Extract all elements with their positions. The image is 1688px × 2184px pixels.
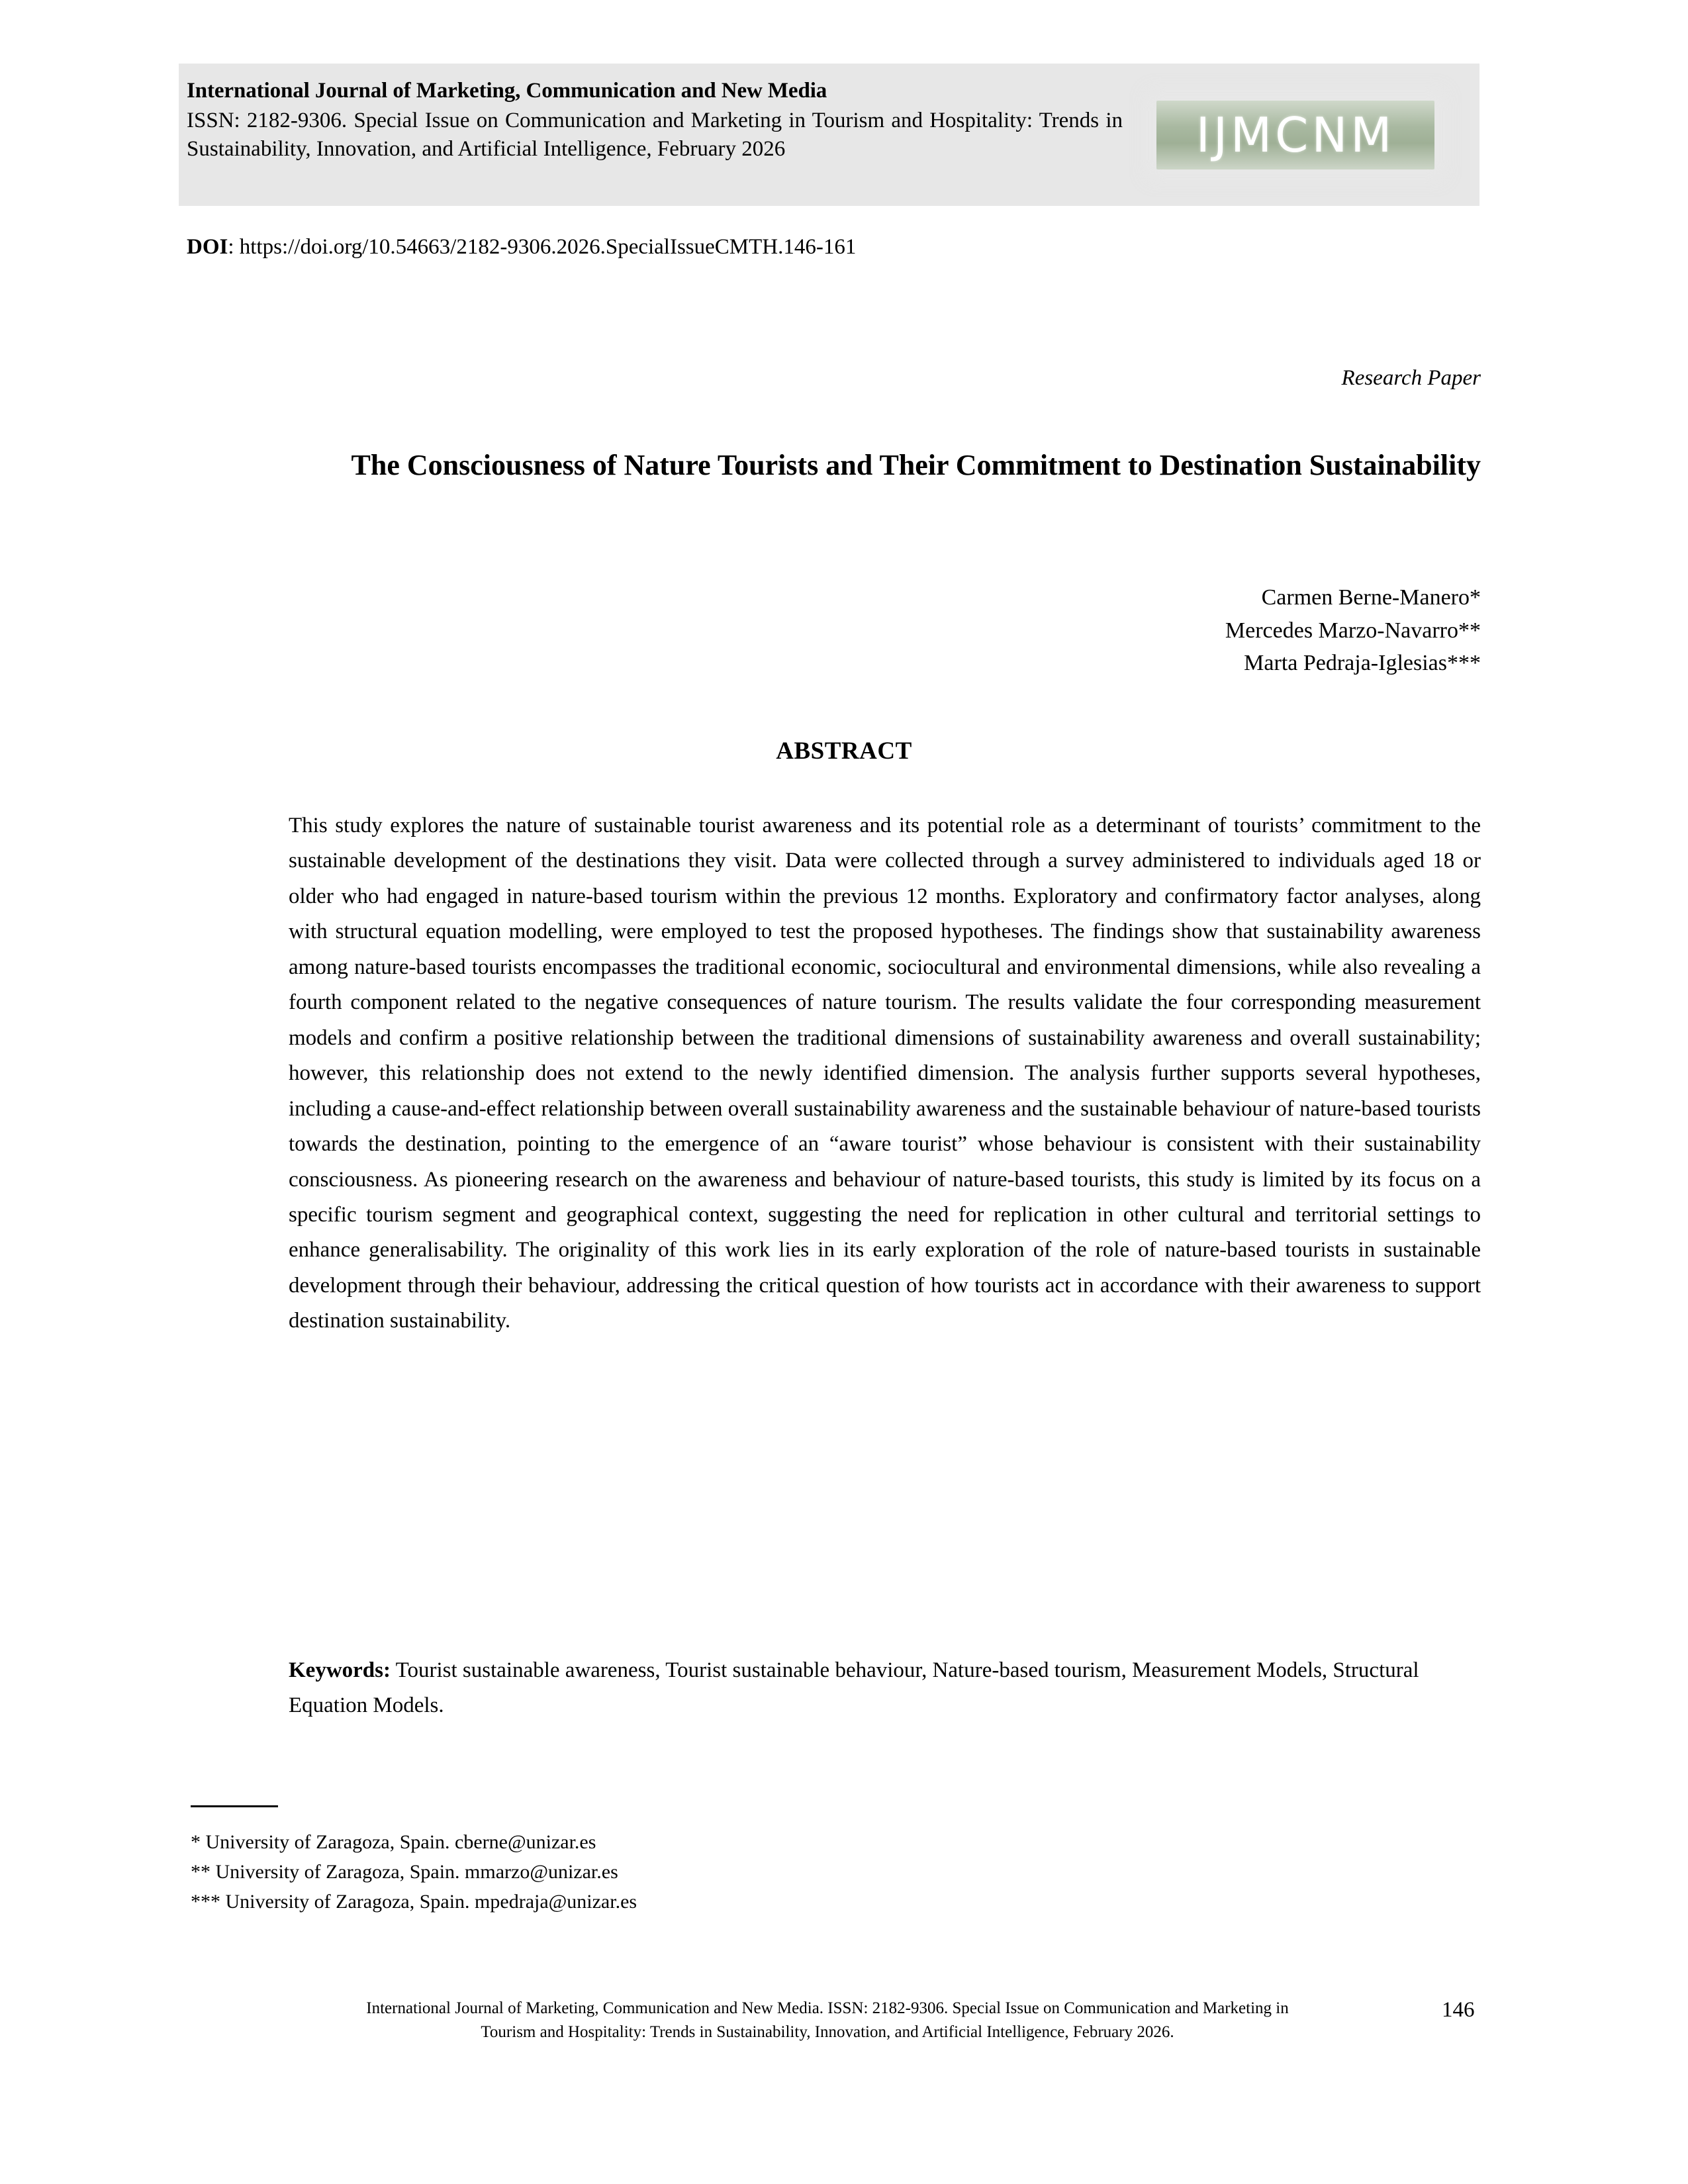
author-name: Carmen Berne-Manero* — [1261, 585, 1481, 610]
footnotes-block — [191, 1827, 637, 1917]
logo-wordmark: IJMCNM — [1196, 107, 1395, 163]
footnote-item: *** University of Zaragoza, Spain. mpedraja@unizar.es — [191, 1891, 637, 1913]
page-number: 146 — [1442, 1998, 1475, 2022]
keywords-label: Keywords: — [289, 1658, 391, 1682]
logo-plate — [1156, 101, 1434, 169]
footer-line-2: Tourism and Hospitality: Trends in Sustainability, Innovation, and Artificial Intelligence, February 2026. — [481, 2022, 1174, 2041]
journal-logo — [1127, 64, 1464, 206]
page-footer — [232, 1997, 1423, 2044]
footnote-item: * University of Zaragoza, Spain. cberne@unizar.es — [191, 1831, 596, 1853]
page-title: The Consciousness of Nature Tourists and Their Commitment to Destination Sustainability — [351, 449, 1481, 481]
abstract-heading: ABSTRACT — [776, 737, 912, 765]
doi-value[interactable]: https://doi.org/10.54663/2182-9306.2026.SpecialIssueCMTH.146-161 — [239, 235, 857, 259]
doi-separator: : — [228, 235, 240, 259]
author-list — [1225, 581, 1481, 680]
doi-label: DOI — [187, 235, 228, 259]
footnote-separator — [191, 1805, 278, 1807]
keywords-value: Tourist sustainable awareness, Tourist sustainable behaviour, Nature-based tourism, Measurement Models, Structural Equation Models. — [289, 1658, 1419, 1718]
abstract-body: This study explores the nature of sustainable tourist awareness and its potential role as a determinant of tourists’ commitment to the sustainable development of the destinations they visit. Data were collected through a survey administered to individuals aged 18 or older who had engaged in nature-based tourism within the previous 12 months. Exploratory and confirmatory factor analyses, along with structural equation modelling, were employed to test the proposed hypotheses. The findings show that sustainability awareness among nature-based tourists encompasses the traditional economic, sociocultural and environmental dimensions, while also revealing a fourth component related to the negative consequences of nature tourism. The results validate the four corresponding measurement models and confirm a positive relationship between the traditional dimensions of sustainability awareness and overall sustainability; however, this relationship does not extend to the newly identified dimension. The analysis further supports several hypotheses, including a cause-and-effect relationship between overall sustainability awareness and the sustainable behaviour of nature-based tourists towards the destination, pointing to the emergence of an “aware tourist” whose behaviour is consistent with their sustainability consciousness. As pioneering research on the awareness and behaviour of nature-based tourists, this study is limited by its focus on a specific tourism segment and geographical context, suggesting the need for replication in other cultural and territorial settings to enhance generalisability. The originality of this work lies in its early exploration of the role of nature-based tourists in sustainable development through their behaviour, addressing the critical question of how tourists act in accordance with their awareness to support destination sustainability. — [289, 814, 1481, 1333]
author-name: Marta Pedraja-Iglesias*** — [1244, 651, 1481, 676]
journal-title: International Journal of Marketing, Communication and New Media — [187, 79, 827, 103]
doi-line — [187, 233, 856, 261]
keywords-block — [289, 1653, 1481, 1724]
masthead-text-block — [179, 64, 1127, 206]
footer-line-1: International Journal of Marketing, Communication and New Media. ISSN: 2182-9306. Special Issue on Communication and Marketing in — [366, 1999, 1289, 2017]
journal-issue-info: ISSN: 2182-9306. Special Issue on Communication and Marketing in Tourism and Hospitality: Trends in Sustainability, Innovation, and Artificial Intelligence, February 2026 — [187, 108, 1123, 162]
footnote-item: ** University of Zaragoza, Spain. mmarzo@unizar.es — [191, 1861, 618, 1883]
journal-masthead — [179, 64, 1479, 206]
author-name: Mercedes Marzo-Navarro** — [1225, 618, 1481, 643]
paper-type-label: Research Paper — [1341, 366, 1481, 390]
